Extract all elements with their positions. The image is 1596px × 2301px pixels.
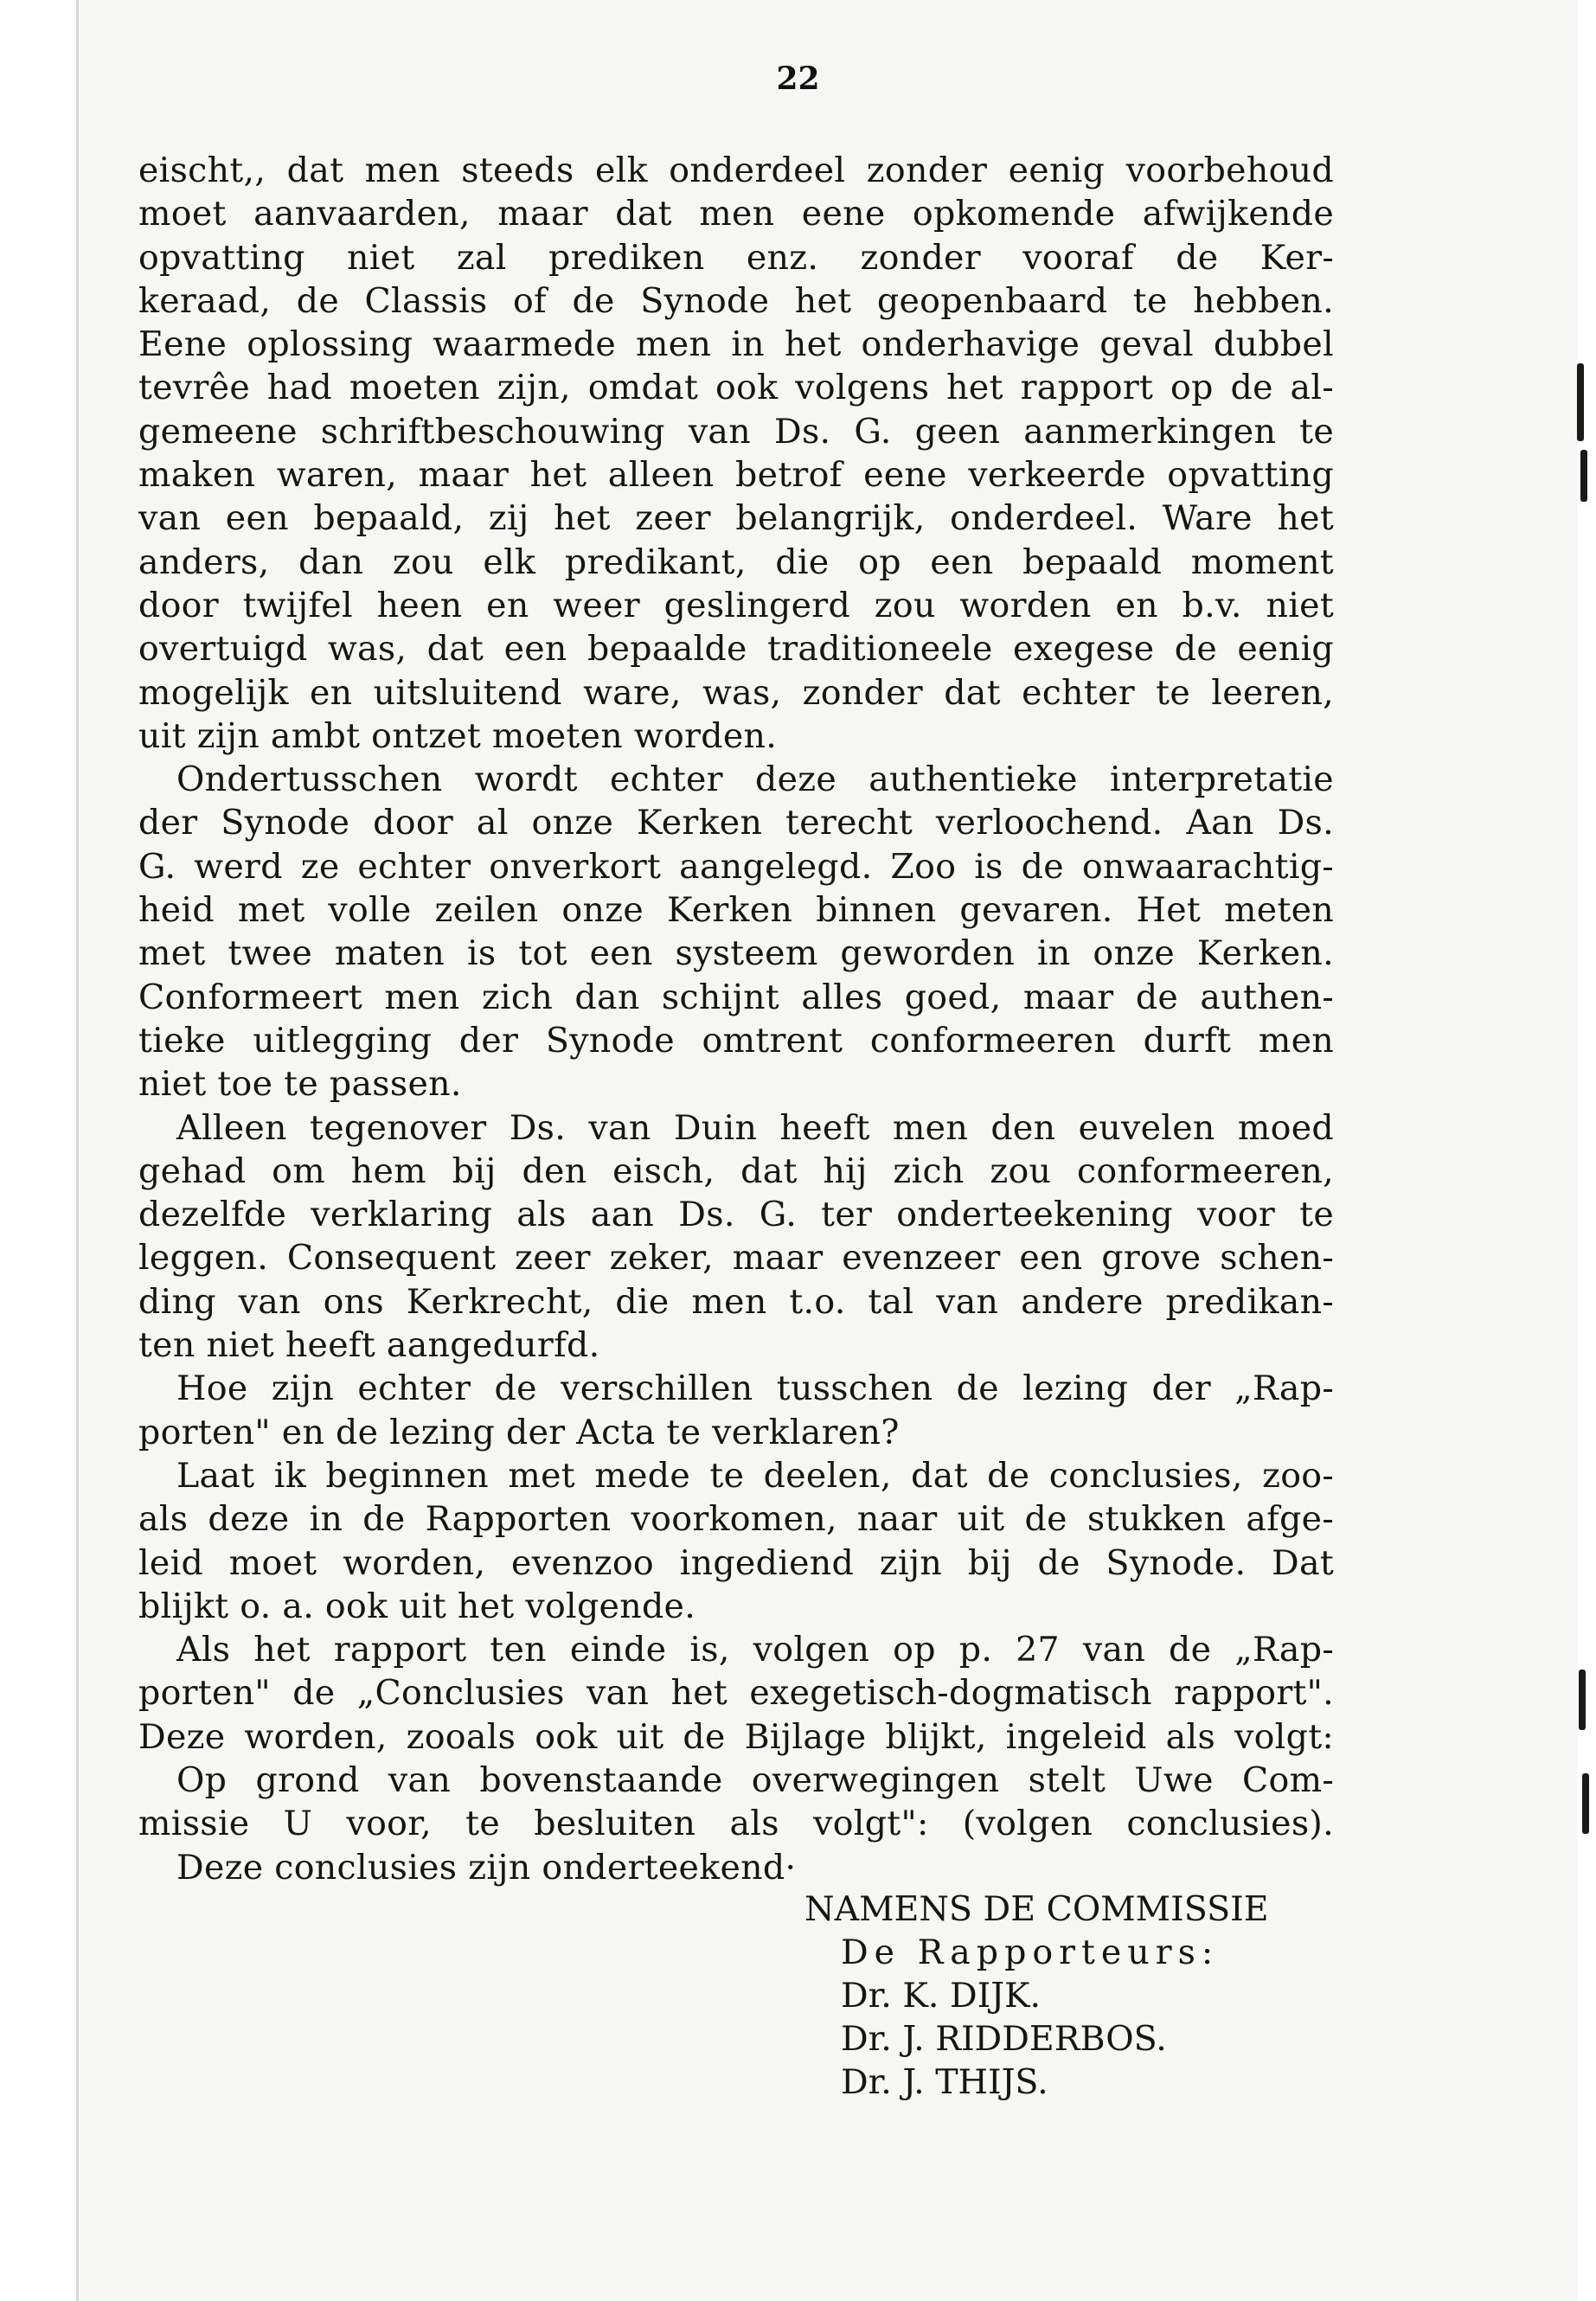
text-line: der Synode door al onze Kerken terecht verloochend. Aan Ds. — [138, 803, 1334, 843]
text-line: missie U voor, te besluiten als volgt": (volgen conclusies). — [138, 1804, 1334, 1844]
text-line: van een bepaald, zij het zeer belangrijk, onderdeel. Ware het — [138, 498, 1334, 539]
text-line: eischt,, dat men steeds elk onderdeel zonder eenig voorbehoud — [138, 151, 1334, 190]
text-line: gehad om hem bij den eisch, dat hij zich zou conformeeren, — [138, 1150, 1334, 1191]
text-line: Deze conclusies zijn onderteekend· — [176, 1847, 797, 1888]
text-line: anders, dan zou elk predikant, die op een bepaald moment — [138, 542, 1334, 582]
signature-name: Dr. J. RIDDERBOS. — [841, 2019, 1167, 2059]
text-line: heid met volle zeilen onze Kerken binnen gevaren. Het meten — [138, 890, 1334, 931]
text-line: dezelfde verklaring als aan Ds. G. ter onderteekening voor te — [138, 1195, 1334, 1235]
text-line: door twijfel heen en weer geslingerd zou worden en b.v. niet — [138, 585, 1334, 625]
margin-mark — [1577, 363, 1584, 441]
text-line: leggen. Consequent zeer zeker, maar evenzeer een grove schen- — [138, 1238, 1334, 1279]
text-line: tevrêe had moeten zijn, omdat ook volgens het rapport op de al- — [138, 368, 1334, 408]
text-line: overtuigd was, dat een bepaalde traditioneele exegese de eenig — [138, 629, 1334, 670]
text-line: blijkt o. a. ook uit het volgende. — [138, 1586, 696, 1626]
text-line: Alleen tegenover Ds. van Duin heeft men den euvelen moed — [176, 1107, 1334, 1148]
signature-heading: NAMENS DE COMMISSIE — [804, 1889, 1269, 1929]
text-line: Hoe zijn echter de verschillen tusschen de lezing der „Rap- — [176, 1368, 1334, 1409]
margin-mark — [1582, 1773, 1589, 1834]
text-line: maken waren, maar het alleen betrof eene verkeerde opvatting — [138, 455, 1334, 496]
text-line: uit zijn ambt ontzet moeten worden. — [138, 715, 778, 756]
text-line: Laat ik beginnen met mede te deelen, dat de conclusies, zoo- — [176, 1455, 1334, 1496]
text-line: ten niet heeft aangedurfd. — [138, 1325, 600, 1366]
text-line: gemeene schriftbeschouwing van Ds. G. geen aanmerkingen te — [138, 411, 1334, 452]
text-line: moet aanvaarden, maar dat men eene opkomende afwijkende — [138, 194, 1334, 234]
text-line: G. werd ze echter onverkort aangelegd. Zoo is de onwaarachtig- — [138, 846, 1334, 887]
text-line: niet toe te passen. — [138, 1064, 462, 1105]
text-line: porten" en de lezing der Acta te verklaren? — [138, 1412, 900, 1452]
text-line: ding van ons Kerkrecht, die men t.o. tal van andere predikan- — [138, 1281, 1334, 1322]
margin-mark — [1579, 1670, 1586, 1730]
signature-role: De Rapporteurs: — [841, 1932, 1220, 1972]
text-line: Op grond van bovenstaande overwegingen stelt Uwe Com- — [176, 1759, 1334, 1800]
body-text — [138, 149, 1334, 1889]
text-line: Ondertusschen wordt echter deze authentieke interpretatie — [176, 760, 1334, 800]
text-line: Eene oplossing waarmede men in het onderhavige geval dubbel — [138, 324, 1334, 365]
text-line: als deze in de Rapporten voorkomen, naar uit de stukken afge- — [138, 1499, 1334, 1540]
text-line: mogelijk en uitsluitend ware, was, zonder dat echter te leeren, — [138, 672, 1334, 713]
text-line: opvatting niet zal prediken enz. zonder vooraf de Ker- — [138, 237, 1334, 278]
signature-name: Dr. J. THIJS. — [841, 2062, 1048, 2102]
text-line: met twee maten is tot een systeem geworden in onze Kerken. — [138, 933, 1334, 974]
text-line: porten" de „Conclusies van het exegetisch-dogmatisch rapport". — [138, 1673, 1334, 1714]
text-line: tieke uitlegging der Synode omtrent conformeeren durft men — [138, 1020, 1334, 1061]
text-line: keraad, de Classis of de Synode het geopenbaard te hebben. — [138, 280, 1334, 321]
text-line: Deze worden, zooals ook uit de Bijlage blijkt, ingeleid als volgt: — [138, 1716, 1334, 1757]
margin-mark — [1580, 450, 1587, 502]
text-line: leid moet worden, evenzoo ingediend zijn bij de Synode. Dat — [138, 1542, 1334, 1583]
signature-block — [804, 1888, 1269, 2104]
signature-name: Dr. K. DIJK. — [841, 1976, 1042, 2016]
text-line: Als het rapport ten einde is, volgen op p. 27 van de „Rap- — [176, 1630, 1334, 1670]
page-number: 22 — [776, 61, 820, 97]
text-line: Conformeert men zich dan schijnt alles goed, maar de authen- — [138, 977, 1334, 1017]
